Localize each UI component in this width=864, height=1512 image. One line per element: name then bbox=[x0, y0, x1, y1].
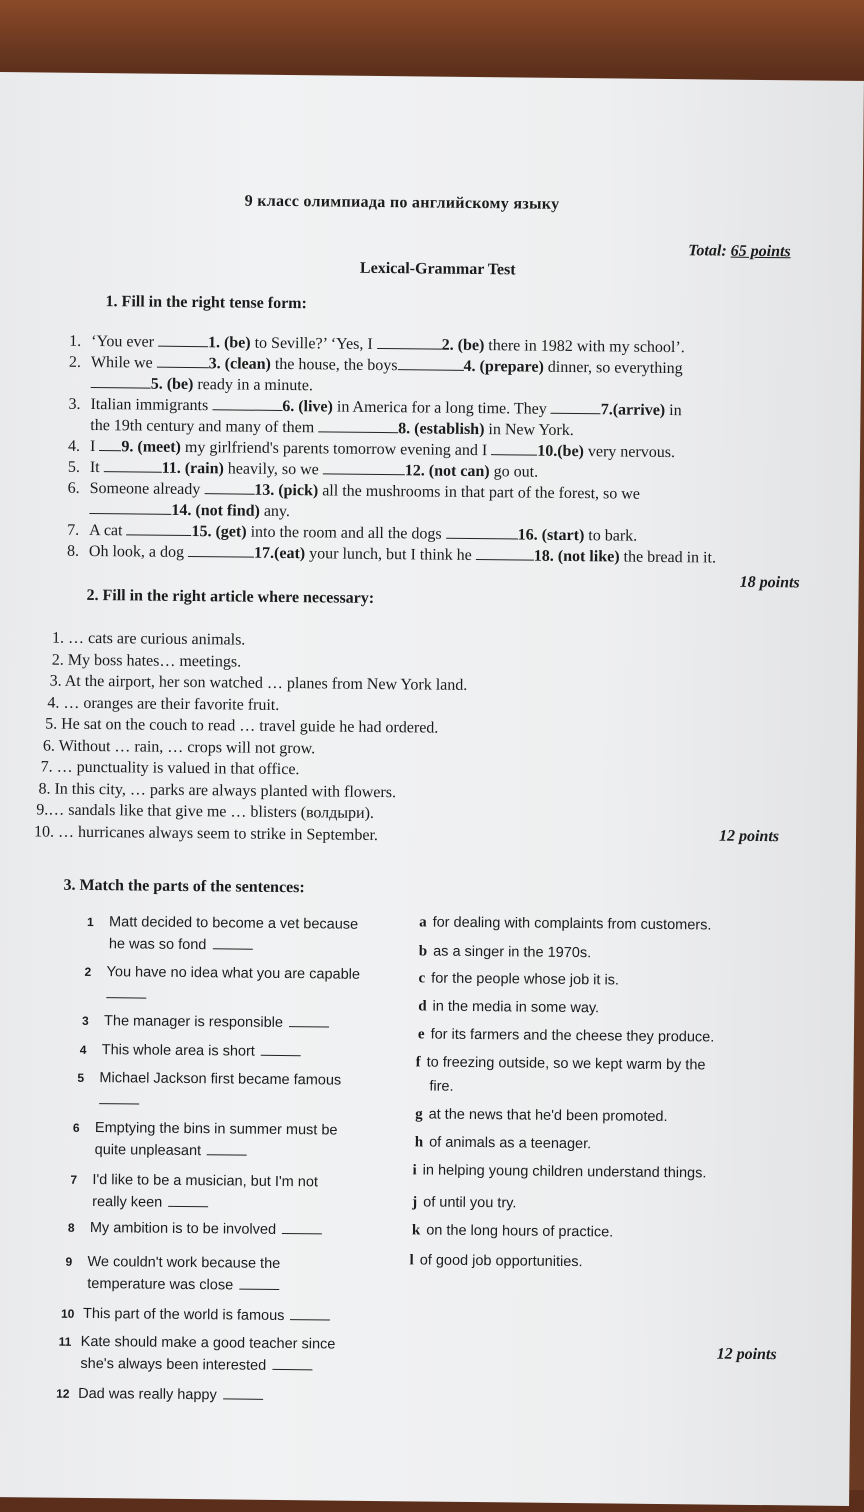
verb-prompt: 12. (not can) bbox=[404, 462, 490, 481]
answer-blank[interactable] bbox=[126, 522, 191, 536]
answer-blank[interactable] bbox=[446, 526, 518, 540]
match-stem bbox=[65, 1251, 280, 1297]
match-stem-text: You have no idea what you are capable bbox=[106, 964, 361, 983]
match-ending bbox=[415, 1050, 705, 1101]
sentence-text: all the mushrooms in that part of the forest, so we bbox=[318, 482, 641, 503]
match-ending-letter: l bbox=[409, 1252, 414, 1269]
verb-prompt: 9. (meet) bbox=[121, 438, 182, 456]
article-item: 3. At the airport, her son watched … planes from New York land. bbox=[49, 672, 468, 694]
tense-line-number: 6. bbox=[67, 479, 80, 497]
match-stem bbox=[68, 1217, 322, 1242]
answer-blank[interactable] bbox=[91, 375, 151, 389]
verb-prompt: 5. (be) bbox=[150, 375, 194, 394]
answer-blank[interactable] bbox=[204, 481, 254, 495]
section2-points: 12 points bbox=[718, 827, 780, 846]
match-stem bbox=[77, 1067, 341, 1114]
match-stem bbox=[58, 1331, 335, 1378]
sentence-text: I bbox=[89, 437, 100, 456]
wooden-table-top bbox=[0, 0, 864, 80]
verb-prompt: 11. (rain) bbox=[161, 459, 224, 478]
verb-prompt: 15. (get) bbox=[191, 523, 247, 541]
answer-blank[interactable] bbox=[551, 401, 601, 415]
answer-blank[interactable] bbox=[104, 459, 162, 473]
match-ending-text: of animals as a teenager. bbox=[429, 1134, 592, 1153]
answer-blank[interactable] bbox=[89, 501, 171, 515]
match-ending bbox=[419, 939, 592, 965]
sentence-text: there in 1982 with my school’. bbox=[484, 337, 685, 357]
section3-heading: 3. Match the parts of the sentences: bbox=[63, 876, 305, 897]
match-answer-blank[interactable] bbox=[99, 1091, 139, 1104]
match-stem-number: 6 bbox=[72, 1120, 80, 1135]
match-stem-text-cont: temperature was close bbox=[87, 1275, 234, 1294]
answer-blank[interactable] bbox=[99, 438, 121, 451]
article-item: 1. … cats are curious animals. bbox=[51, 629, 246, 649]
total-label: Total: bbox=[688, 242, 727, 260]
tense-line-number: 4. bbox=[67, 437, 81, 455]
match-stem-number: 2 bbox=[84, 964, 92, 980]
match-ending bbox=[412, 1190, 516, 1215]
match-ending-text: to freezing outside, so we kept warm by the bbox=[426, 1054, 706, 1074]
match-stem-number: 8 bbox=[67, 1220, 75, 1235]
sentence-text: your lunch, but I think he bbox=[305, 545, 476, 565]
answer-blank[interactable] bbox=[188, 544, 254, 558]
match-stem-text: The manager is responsible bbox=[103, 1013, 284, 1032]
match-ending-letter: g bbox=[415, 1106, 423, 1123]
sentence-text: very nervous. bbox=[583, 443, 676, 462]
answer-blank[interactable] bbox=[323, 461, 405, 475]
sentence-text: go out. bbox=[489, 463, 539, 481]
match-stem-text: My ambition is to be involved bbox=[89, 1220, 277, 1238]
match-stem-text: We couldn't work because the bbox=[87, 1253, 281, 1272]
answer-blank[interactable] bbox=[318, 419, 398, 433]
answer-blank[interactable] bbox=[212, 397, 282, 411]
article-item: 8. In this city, … parks are always planted with flowers. bbox=[38, 779, 397, 801]
match-ending-text: for its farmers and the cheese they produce. bbox=[430, 1026, 715, 1046]
tense-line-number: 3. bbox=[68, 395, 81, 413]
match-ending bbox=[415, 1130, 592, 1156]
match-ending-letter: i bbox=[412, 1162, 417, 1179]
answer-blank[interactable] bbox=[157, 355, 209, 369]
test-sheet bbox=[0, 72, 864, 1506]
match-ending-letter: a bbox=[419, 914, 427, 931]
match-ending bbox=[418, 994, 599, 1020]
verb-prompt: 2. (be) bbox=[441, 336, 485, 355]
total-points bbox=[688, 242, 791, 261]
answer-blank[interactable] bbox=[398, 357, 464, 371]
match-ending-text: of until you try. bbox=[423, 1194, 517, 1212]
match-answer-blank[interactable] bbox=[207, 1142, 247, 1155]
match-ending bbox=[412, 1218, 614, 1244]
verb-prompt: 3. (clean) bbox=[208, 355, 271, 373]
sentence-text: ready in a minute. bbox=[193, 376, 313, 395]
match-ending-letter: k bbox=[411, 1222, 421, 1239]
match-ending-letter: j bbox=[412, 1194, 418, 1211]
sentence-text: heavily, so we bbox=[223, 460, 323, 479]
sentence-text: in bbox=[665, 401, 682, 420]
match-stem-number: 5 bbox=[77, 1070, 85, 1085]
sentence-text: the 19th century and many of them bbox=[90, 416, 319, 437]
match-stem-number: 9 bbox=[65, 1254, 73, 1269]
verb-prompt: 14. (not find) bbox=[171, 501, 260, 520]
match-ending bbox=[409, 1248, 582, 1274]
sentence-text: my girlfriend's parents tomorrow evening and I bbox=[180, 438, 492, 460]
match-stem-number: 11 bbox=[58, 1334, 72, 1349]
sentence-text: dinner, so everything bbox=[543, 358, 683, 378]
match-stem-text-cont: really keen bbox=[92, 1194, 163, 1211]
match-stem-text-cont: he was so fond bbox=[108, 936, 207, 954]
match-ending-letter: c bbox=[418, 970, 426, 987]
tense-line-number: 2. bbox=[68, 353, 82, 371]
match-ending bbox=[415, 1102, 668, 1129]
match-stem bbox=[80, 1039, 301, 1063]
match-stem bbox=[70, 1169, 318, 1216]
match-answer-blank[interactable] bbox=[290, 1307, 330, 1320]
article-item: 2. My boss hates… meetings. bbox=[51, 651, 242, 671]
match-ending bbox=[412, 1158, 706, 1185]
match-ending-text: of good job opportunities. bbox=[419, 1252, 583, 1271]
match-ending bbox=[419, 910, 712, 937]
sentence-text: It bbox=[89, 458, 104, 477]
match-answer-blank[interactable] bbox=[261, 1043, 301, 1056]
match-answer-blank[interactable] bbox=[223, 1386, 263, 1399]
verb-prompt: 16. (start) bbox=[517, 526, 585, 545]
tense-line-number: 5. bbox=[67, 458, 80, 476]
tense-line-number: 7. bbox=[67, 521, 80, 539]
verb-prompt: 4. (prepare) bbox=[463, 357, 544, 376]
sentence-text: ‘You ever bbox=[91, 332, 159, 351]
match-stem-text: Michael Jackson first became famous bbox=[99, 1070, 342, 1089]
verb-prompt: 6. (live) bbox=[282, 397, 334, 416]
match-stem bbox=[87, 911, 359, 958]
match-answer-blank[interactable] bbox=[272, 1357, 312, 1370]
match-answer-blank[interactable] bbox=[282, 1221, 322, 1234]
section3-points: 12 points bbox=[716, 1345, 777, 1364]
match-stem-text-cont: quite unpleasant bbox=[94, 1142, 202, 1160]
tense-line-number: 1. bbox=[69, 332, 82, 350]
match-ending-text: in helping young children understand things. bbox=[422, 1162, 707, 1182]
match-ending-text: on the long hours of practice. bbox=[426, 1222, 614, 1241]
total-value: 65 points bbox=[730, 242, 791, 261]
answer-blank[interactable] bbox=[377, 336, 442, 350]
match-ending-text: at the news that he'd been promoted. bbox=[428, 1106, 668, 1126]
sentence-text: A cat bbox=[89, 521, 127, 540]
sentence-text: the house, the boys bbox=[270, 355, 398, 375]
match-stem-text: This whole area is short bbox=[101, 1042, 255, 1060]
verb-prompt: 17.(eat) bbox=[253, 544, 306, 563]
sentence-text: to Seville?’ ‘Yes, I bbox=[250, 334, 377, 353]
match-stem-number: 3 bbox=[81, 1013, 89, 1028]
article-item: 10. … hurricanes always seem to strike in September. bbox=[33, 822, 379, 844]
match-ending-text: as a singer in the 1970s. bbox=[433, 943, 592, 962]
match-stem bbox=[73, 1117, 338, 1164]
match-stem-text: This part of the world is famous bbox=[82, 1305, 285, 1325]
match-ending-text: for dealing with complaints from customers. bbox=[432, 914, 712, 934]
match-ending-letter: h bbox=[414, 1134, 424, 1151]
tense-line-number: 8. bbox=[66, 542, 80, 560]
verb-prompt: 8. (establish) bbox=[398, 420, 485, 439]
match-ending-letter: e bbox=[417, 1026, 425, 1043]
test-title: Lexical-Grammar Test bbox=[359, 259, 516, 279]
match-ending-text: for the people whose job it is. bbox=[431, 970, 620, 989]
verb-prompt: 1. (be) bbox=[207, 334, 251, 352]
sentence-text: any. bbox=[259, 502, 291, 521]
answer-blank[interactable] bbox=[158, 334, 208, 348]
match-stem-text: I'd like to be a musician, but I'm not bbox=[92, 1172, 319, 1191]
match-ending-text-cont: fire. bbox=[429, 1078, 454, 1095]
verb-prompt: 18. (not like) bbox=[533, 547, 620, 566]
match-stem bbox=[61, 1303, 331, 1328]
match-stem-text: Matt decided to become a vet because bbox=[109, 914, 359, 933]
sentence-text: Italian immigrants bbox=[90, 395, 213, 415]
match-ending bbox=[418, 966, 619, 992]
match-stem bbox=[56, 1383, 263, 1407]
sentence-text: in America for a long time. They bbox=[332, 398, 551, 418]
tense-line bbox=[69, 373, 313, 397]
match-stem-number: 4 bbox=[79, 1042, 87, 1057]
sentence-text: Oh look, a dog bbox=[88, 542, 189, 561]
article-item: 9.… sandals like that give me … blisters (волдыри). bbox=[36, 801, 375, 822]
match-answer-blank[interactable] bbox=[289, 1014, 329, 1027]
match-ending-text: in the media in some way. bbox=[432, 998, 600, 1017]
match-stem-number: 12 bbox=[56, 1386, 70, 1401]
article-item: 7. … punctuality is valued in that office. bbox=[40, 758, 300, 779]
sentence-text: into the room and all the dogs bbox=[246, 523, 446, 543]
match-stem-number: 1 bbox=[87, 914, 94, 930]
section2-heading: 2. Fill in the right article where necessary: bbox=[86, 586, 375, 607]
match-ending-letter: b bbox=[418, 943, 428, 960]
match-ending-letter: f bbox=[415, 1054, 421, 1071]
tense-line bbox=[67, 499, 290, 522]
match-stem-text: Emptying the bins in summer must be bbox=[94, 1120, 338, 1139]
match-stem bbox=[82, 1010, 329, 1035]
verb-prompt: 7.(arrive) bbox=[600, 401, 666, 419]
match-answer-blank[interactable] bbox=[106, 985, 146, 998]
match-answer-blank[interactable] bbox=[212, 936, 252, 949]
answer-blank[interactable] bbox=[491, 442, 537, 455]
verb-prompt: 10.(be) bbox=[537, 442, 585, 461]
answer-blank[interactable] bbox=[476, 547, 534, 561]
article-item: 6. Without … rain, … crops will not grow. bbox=[42, 736, 316, 757]
match-answer-blank[interactable] bbox=[168, 1194, 208, 1207]
match-answer-blank[interactable] bbox=[239, 1277, 279, 1290]
match-stem bbox=[84, 961, 360, 1008]
match-ending-letter: d bbox=[418, 998, 427, 1015]
verb-prompt: 13. (pick) bbox=[254, 481, 319, 500]
match-ending bbox=[418, 1022, 715, 1049]
sentence-text: the bread in it. bbox=[619, 548, 717, 567]
sentence-text: While we bbox=[90, 353, 157, 372]
match-stem-text: Dad was really happy bbox=[78, 1385, 217, 1404]
sentence-text: to bark. bbox=[584, 527, 638, 545]
section1-points: 18 points bbox=[739, 573, 800, 592]
match-stem-number: 7 bbox=[70, 1172, 78, 1187]
match-stem-number: 10 bbox=[60, 1306, 75, 1321]
sentence-text: Someone already bbox=[89, 479, 205, 499]
match-stem-text: Kate should make a good teacher since bbox=[80, 1333, 336, 1353]
article-item: 4. … oranges are their favorite fruit. bbox=[47, 694, 280, 714]
section1-heading: 1. Fill in the right tense form: bbox=[105, 293, 307, 313]
match-stem-text-cont: she's always been interested bbox=[80, 1355, 267, 1374]
article-item: 5. He sat on the couch to read … travel guide he had ordered. bbox=[45, 715, 439, 737]
sentence-text: in New York. bbox=[484, 421, 574, 440]
olympiad-title: 9 класс олимпиада по английскому языку bbox=[244, 192, 560, 213]
